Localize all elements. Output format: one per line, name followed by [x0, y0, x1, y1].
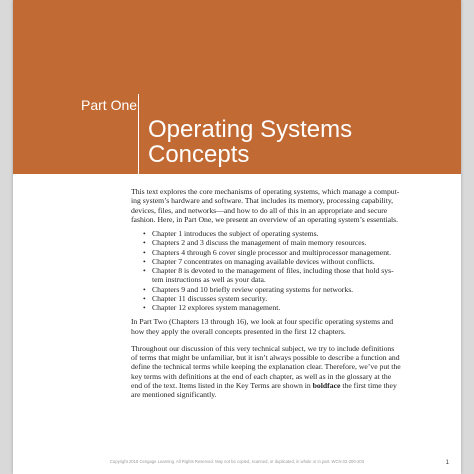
page-number: 1 — [445, 460, 449, 466]
text-line: devices, files, and networks—and how to do all of this in an appropriate and secure — [131, 205, 388, 215]
text-line: ing system’s hardware and software. That includes its memory, processing capability, — [131, 196, 394, 206]
text-line: This text explores the core mechanisms of operating systems, which manage a comput- — [131, 187, 400, 196]
text-line: tem instructions as well as your data. — [152, 275, 266, 285]
intro-paragraph — [131, 187, 416, 224]
closing-paragraph — [131, 344, 416, 400]
text-line — [131, 381, 416, 390]
text-line: of terms that might be unfamiliar, but it isn’t always possible to describe a function and — [131, 353, 400, 362]
list-item: • Chapters 4 through 6 cover single processor and multiprocessor management. — [131, 248, 416, 257]
text-line: key terms with definitions at the end of each chapter, as well as in the glossary at the — [131, 371, 392, 381]
list-item: • Chapters 2 and 3 discuss the management of main memory resources. — [131, 238, 416, 247]
part-label: Part One — [81, 97, 138, 113]
banner-divider — [138, 94, 139, 174]
bold-term: boldface — [312, 380, 341, 390]
text-line: • Chapter 8 is devoted to the management of files, including those that hold sys- — [152, 266, 394, 275]
list-item: • Chapter 7 concentrates on managing available devices without conflicts. — [131, 257, 416, 266]
text-line: In Part Two (Chapters 13 through 16), we look at four specific operating systems and — [131, 317, 394, 327]
text-line: fashion. Here, in Part One, we present an overview of an operating system’s essentials. — [131, 214, 399, 224]
list-item: • Chapter 11 discusses system security. — [131, 294, 416, 303]
text-segment: the first time they — [340, 380, 397, 390]
text-line: Throughout our discussion of this very technical subject, we try to include definitions — [131, 343, 395, 353]
list-item — [131, 266, 416, 285]
body-text — [131, 187, 416, 399]
text-line: define the technical terms while keeping the explanation clear. Therefore, we’ve put the — [131, 362, 401, 372]
part-two-paragraph — [131, 317, 416, 336]
part-banner — [13, 0, 461, 174]
document-page — [13, 0, 461, 474]
part-title-line: Concepts — [148, 141, 250, 168]
text-line: are mentioned significantly. — [131, 390, 217, 399]
list-item: • Chapter 1 introduces the subject of operating systems. — [131, 229, 416, 238]
part-title — [148, 117, 352, 167]
copyright-footer: Copyright 2018 Cengage Learning. All Rights Reserved. May not be copied, scanned, or duplicated, in whole or in part. WCN 02-200-203 — [109, 459, 365, 464]
part-title-line: Operating Systems — [148, 116, 353, 143]
text-line: how they apply the overall concepts presented in the first 12 chapters. — [131, 326, 346, 336]
chapter-list — [131, 229, 416, 312]
list-item: • Chapter 12 explores system management. — [131, 303, 416, 312]
list-item: • Chapters 9 and 10 briefly review operating systems for networks. — [131, 285, 416, 294]
text-segment: end of the text. Items listed in the Key Terms are shown in — [131, 380, 313, 390]
